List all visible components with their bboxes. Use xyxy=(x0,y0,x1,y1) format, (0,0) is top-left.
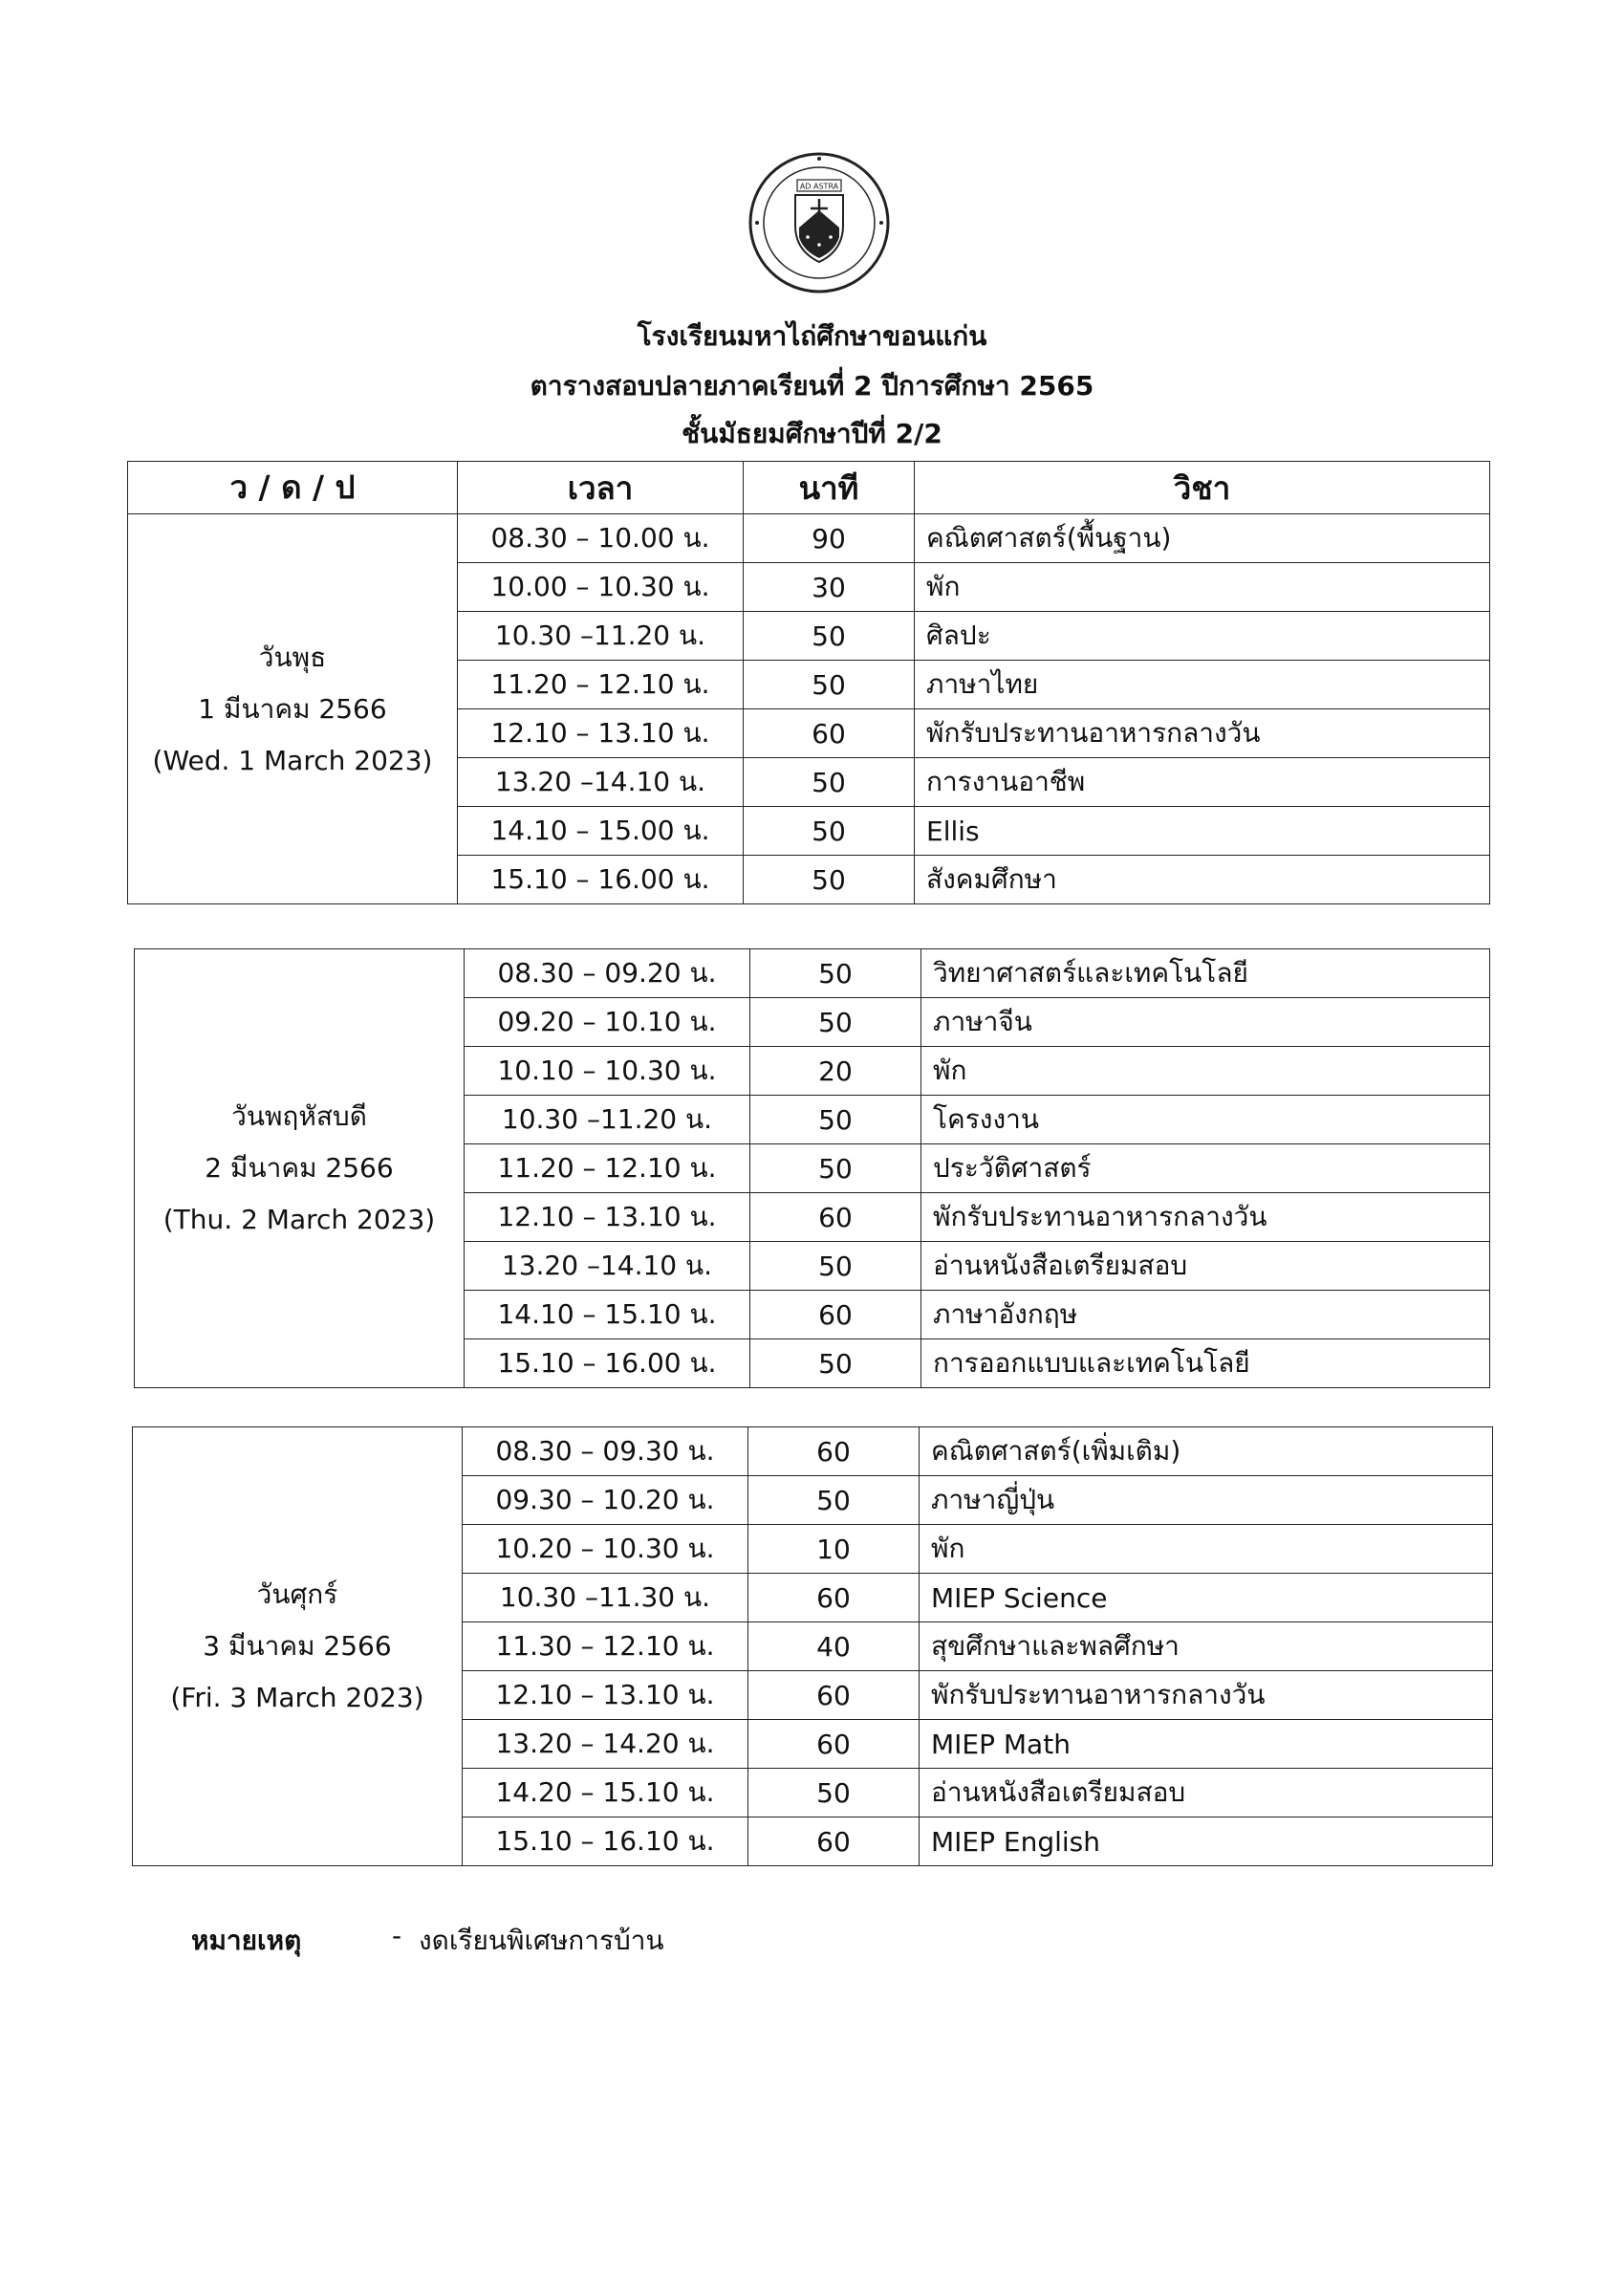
subject-cell: พักรับประทานอาหารกลางวัน xyxy=(920,1671,1493,1720)
time-cell: 09.20 – 10.10 น. xyxy=(465,998,750,1047)
time-cell: 11.20 – 12.10 น. xyxy=(465,1144,750,1193)
minutes-cell: 60 xyxy=(748,1427,920,1476)
time-cell: 10.30 –11.20 น. xyxy=(465,1096,750,1144)
subject-cell: MIEP Science xyxy=(920,1574,1493,1622)
time-cell: 10.10 – 10.30 น. xyxy=(465,1047,750,1096)
subject-cell: ภาษาญี่ปุ่น xyxy=(920,1476,1493,1525)
time-cell: 15.10 – 16.10 น. xyxy=(463,1817,748,1866)
time-cell: 14.20 – 15.10 น. xyxy=(463,1769,748,1817)
subject-cell: ศิลปะ xyxy=(915,612,1490,661)
subject-cell: อ่านหนังสือเตรียมสอบ xyxy=(921,1242,1490,1291)
schedule-table-day3 xyxy=(132,1426,1493,1866)
minutes-cell: 50 xyxy=(750,1339,921,1388)
subject-cell: MIEP English xyxy=(920,1817,1493,1866)
subject-cell: วิทยาศาสตร์และเทคโนโลยี xyxy=(921,949,1490,998)
header-minutes: นาที xyxy=(744,462,915,514)
school-logo xyxy=(747,151,891,294)
subject-cell: การออกแบบและเทคโนโลยี xyxy=(921,1339,1490,1388)
table-row xyxy=(135,949,1490,998)
minutes-cell: 60 xyxy=(750,1193,921,1242)
day-cell xyxy=(128,514,458,904)
time-cell: 11.30 – 12.10 น. xyxy=(463,1622,748,1671)
time-cell: 13.20 – 14.20 น. xyxy=(463,1720,748,1769)
english-date: (Fri. 3 March 2023) xyxy=(170,1682,424,1713)
minutes-cell: 50 xyxy=(744,856,915,904)
minutes-cell: 10 xyxy=(748,1525,920,1574)
subject-cell: ภาษาจีน xyxy=(921,998,1490,1047)
minutes-cell: 60 xyxy=(750,1291,921,1339)
schedule-table-day2 xyxy=(134,948,1490,1388)
thai-date: 3 มีนาคม 2566 xyxy=(203,1630,392,1662)
subject-cell: พักรับประทานอาหารกลางวัน xyxy=(921,1193,1490,1242)
header-time: เวลา xyxy=(458,462,744,514)
subject-cell: ประวัติศาสตร์ xyxy=(921,1144,1490,1193)
time-cell: 14.10 – 15.00 น. xyxy=(458,807,744,856)
time-cell: 08.30 – 09.20 น. xyxy=(465,949,750,998)
time-cell: 09.30 – 10.20 น. xyxy=(463,1476,748,1525)
minutes-cell: 40 xyxy=(748,1622,920,1671)
subject-cell: โครงงาน xyxy=(921,1096,1490,1144)
time-cell: 14.10 – 15.10 น. xyxy=(465,1291,750,1339)
day-name: วันพุธ xyxy=(258,641,327,673)
minutes-cell: 50 xyxy=(750,1144,921,1193)
time-cell: 13.20 –14.10 น. xyxy=(465,1242,750,1291)
minutes-cell: 50 xyxy=(744,758,915,807)
time-cell: 08.30 – 10.00 น. xyxy=(458,514,744,563)
minutes-cell: 60 xyxy=(748,1720,920,1769)
time-cell: 13.20 –14.10 น. xyxy=(458,758,744,807)
time-cell: 08.30 – 09.30 น. xyxy=(463,1427,748,1476)
note-text: งดเรียนพิเศษการบ้าน xyxy=(419,1925,664,1956)
english-date: (Thu. 2 March 2023) xyxy=(162,1204,436,1235)
time-cell: 10.30 –11.30 น. xyxy=(463,1574,748,1622)
school-name: โรงเรียนมหาไถ่ศึกษาขอนแก่น xyxy=(637,320,987,352)
minutes-cell: 60 xyxy=(748,1574,920,1622)
thai-date: 1 มีนาคม 2566 xyxy=(198,692,387,725)
minutes-cell: 60 xyxy=(744,709,915,758)
subject-cell: สังคมศึกษา xyxy=(915,856,1490,904)
note-label: หมายเหตุ xyxy=(191,1925,302,1956)
subject-cell: คณิตศาสตร์(เพิ่มเติม) xyxy=(920,1427,1493,1476)
header-date: ว / ด / ป xyxy=(128,462,458,514)
minutes-cell: 50 xyxy=(748,1769,920,1817)
time-cell: 15.10 – 16.00 น. xyxy=(458,856,744,904)
exam-title: ตารางสอบปลายภาคเรียนที่ 2 ปีการศึกษา 2565 xyxy=(530,370,1094,402)
minutes-cell: 50 xyxy=(750,1242,921,1291)
minutes-cell: 50 xyxy=(744,661,915,709)
time-cell: 10.00 – 10.30 น. xyxy=(458,563,744,612)
time-cell: 10.20 – 10.30 น. xyxy=(463,1525,748,1574)
time-cell: 11.20 – 12.10 น. xyxy=(458,661,744,709)
table-row xyxy=(128,514,1490,563)
schedule-table-day1 xyxy=(127,461,1490,904)
subject-cell: คณิตศาสตร์(พื้นฐาน) xyxy=(915,514,1490,563)
subject-cell: สุขศึกษาและพลศึกษา xyxy=(920,1622,1493,1671)
minutes-cell: 50 xyxy=(750,998,921,1047)
day-cell xyxy=(135,949,465,1388)
minutes-cell: 50 xyxy=(750,949,921,998)
subject-cell: ภาษาอังกฤษ xyxy=(921,1291,1490,1339)
header-subject: วิชา xyxy=(915,462,1490,514)
subject-cell: พัก xyxy=(915,563,1490,612)
minutes-cell: 90 xyxy=(744,514,915,563)
minutes-cell: 60 xyxy=(748,1817,920,1866)
minutes-cell: 50 xyxy=(750,1096,921,1144)
day-cell xyxy=(133,1427,463,1866)
subject-cell: Ellis xyxy=(915,807,1490,856)
svg-text:AD ASTRA: AD ASTRA xyxy=(799,182,839,191)
minutes-cell: 30 xyxy=(744,563,915,612)
minutes-cell: 50 xyxy=(748,1476,920,1525)
minutes-cell: 50 xyxy=(744,807,915,856)
time-cell: 10.30 –11.20 น. xyxy=(458,612,744,661)
note-dash: - xyxy=(392,1920,402,1951)
minutes-cell: 20 xyxy=(750,1047,921,1096)
subject-cell: พัก xyxy=(920,1525,1493,1574)
english-date: (Wed. 1 March 2023) xyxy=(152,744,433,776)
subject-cell: MIEP Math xyxy=(920,1720,1493,1769)
time-cell: 12.10 – 13.10 น. xyxy=(463,1671,748,1720)
minutes-cell: 50 xyxy=(744,612,915,661)
day-name: วันศุกร์ xyxy=(256,1578,338,1610)
table-row xyxy=(133,1427,1493,1476)
thai-date: 2 มีนาคม 2566 xyxy=(205,1152,394,1184)
subject-cell: พักรับประทานอาหารกลางวัน xyxy=(915,709,1490,758)
time-cell: 15.10 – 16.00 น. xyxy=(465,1339,750,1388)
subject-cell: อ่านหนังสือเตรียมสอบ xyxy=(920,1769,1493,1817)
class-level: ชั้นมัธยมศึกษาปีที่ 2/2 xyxy=(682,418,942,449)
subject-cell: พัก xyxy=(921,1047,1490,1096)
subject-cell: การงานอาชีพ xyxy=(915,758,1490,807)
time-cell: 12.10 – 13.10 น. xyxy=(458,709,744,758)
minutes-cell: 60 xyxy=(748,1671,920,1720)
subject-cell: ภาษาไทย xyxy=(915,661,1490,709)
day-name: วันพฤหัสบดี xyxy=(231,1100,367,1132)
time-cell: 12.10 – 13.10 น. xyxy=(465,1193,750,1242)
table-header-row xyxy=(128,462,1490,514)
